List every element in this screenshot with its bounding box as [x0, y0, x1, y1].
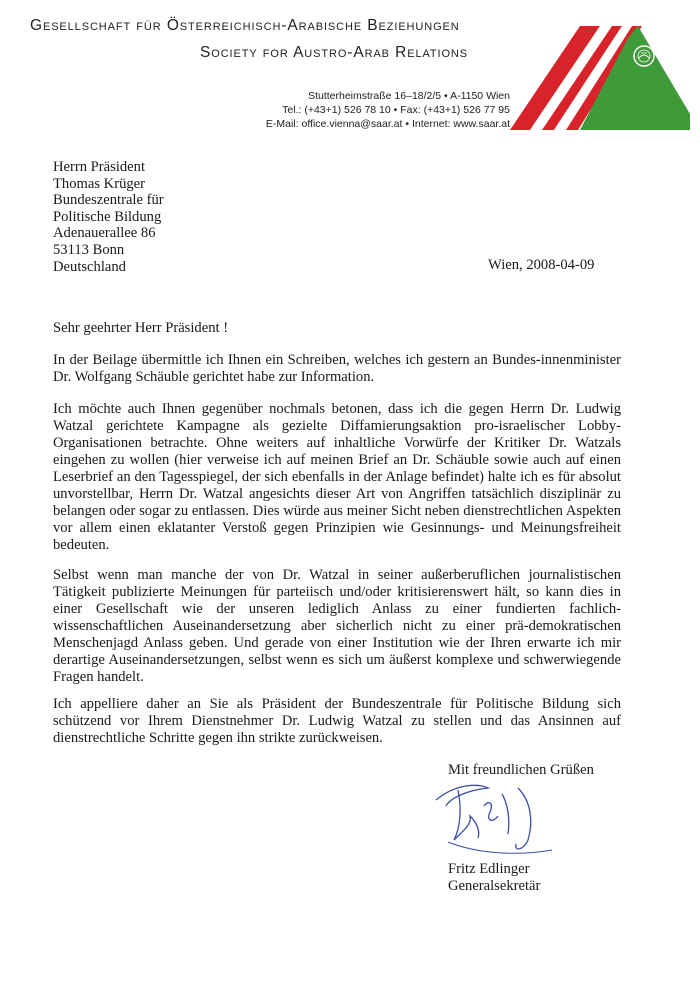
handwritten-signature	[428, 780, 568, 860]
salutation: Sehr geehrter Herr Präsident !	[53, 320, 229, 336]
recipient-line: Deutschland	[53, 258, 126, 275]
recipient-line: Adenauerallee 86	[53, 225, 156, 242]
closing-phrase: Mit freundlichen Grüßen	[448, 762, 594, 778]
letter-date: Wien, 2008-04-09	[488, 257, 595, 273]
recipient-line: Politische Bildung	[53, 208, 162, 225]
organization-name-german: Gesellschaft für Österreichisch-Arabische Beziehungen	[30, 17, 460, 34]
recipient-line: Bundeszentrale für	[53, 192, 164, 209]
signer-block	[448, 861, 540, 895]
body-paragraph: In der Beilage übermittle ich Ihnen ein Schreiben, welches ich gestern an Bundes-innenminister Dr. Wolfgang Schäuble gerichtet habe zur Information.	[53, 352, 621, 385]
body-paragraph: Ich appelliere daher an Sie als Präsident der Bundeszentrale für Politische Bildung sich schützend vor Ihrem Dienstnehmer Dr. Ludwig Watzal zu stellen und das Ansinnen auf dienstrechtliche Schritte gegen ihn strikte zurückweisen.	[53, 696, 621, 746]
organization-name-english: Society for Austro-Arab Relations	[200, 44, 469, 61]
recipient-line: 53113 Bonn	[53, 241, 125, 258]
signer-name: Fritz Edlinger	[448, 861, 530, 877]
recipient-line: Thomas Krüger	[53, 175, 145, 192]
phone-line: Tel.: (+43+1) 526 78 10 • Fax: (+43+1) 526 77 95	[282, 104, 510, 116]
signer-title: Generalsekretär	[448, 878, 541, 894]
recipient-address	[53, 159, 164, 275]
address-line: Stutterheimstraße 16–18/2/5 • A-1150 Wien	[308, 90, 510, 102]
contact-line: E-Mail: office.vienna@saar.at • Internet: www.saar.at	[265, 118, 510, 130]
body-paragraph: Selbst wenn man manche der von Dr. Watzal in seiner außerberuflichen journalistischen Tätigkeit publizierte Meinungen für parteiisch und/oder kritisierenswert hält, so kann dies in einer Gesellschaft wie der unseren lediglich Anlass zu einer fundierten fachlich-wissenschaftlichen Auseinandersetzung aber sicherlich nicht zu einer prä-demokratischen Menschenjagd Anlass geben. Und gerade von einer Institution wie der Ihren erwarte ich mir derartige Auseinandersetzungen, selbst wenn es sich um äußerst komplexe und schwerwiegende Fragen handelt.	[53, 567, 621, 685]
recipient-line: Herrn Präsident	[53, 159, 145, 175]
body-paragraph: Ich möchte auch Ihnen gegenüber nochmals betonen, dass ich die gegen Herrn Dr. Ludwig Watzal gerichtete Kampagne als gezielte Diffamierungsaktion pro-israelischer Lobby-Organisationen betrachte. Ohne weiters auf inhaltliche Vorwürfe der Kritiker Dr. Watzals eingehen zu wollen (hier verweise ich auf meinen Brief an Dr. Schäuble sowie auch auf einen Leserbrief an den Tagesspiegel, der sich ebenfalls in der Anlage befindet) halte ich es für absolut unvorstellbar, Herrn Dr. Watzal angesichts dieser Art von Angriffen tatsächlich disziplinär zu belangen oder sogar zu entlassen. Dies würde aus meiner Sicht neben dienstrechtlichen Aspekten vor allem einen eklatanter Verstoß gegen Prinzipien wie Gesinnungs- und Meinungsfreiheit bedeuten.	[53, 401, 621, 553]
organization-logo	[510, 18, 690, 130]
